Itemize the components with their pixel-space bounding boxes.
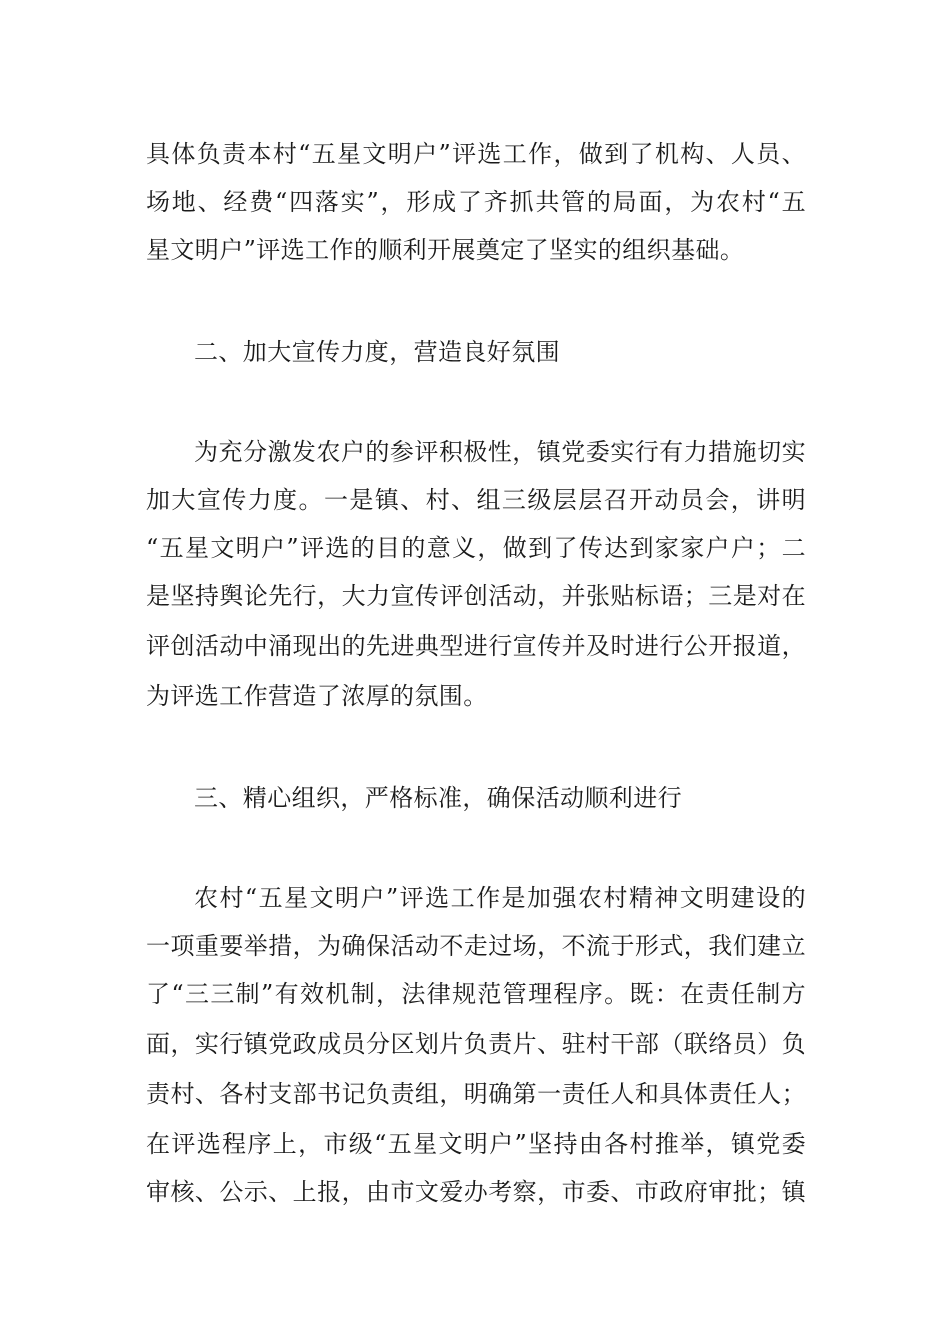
paragraph-1-line-3: 星文明户”评选工作的顺利开展奠定了坚实的组织基础。 (146, 236, 745, 264)
paragraph-3-line-5: 责村、各村支部书记负责组，明确第一责任人和具体责任人； (146, 1080, 806, 1108)
section-heading-2: 二、加大宣传力度，营造良好氛围 (194, 338, 560, 366)
paragraph-2-line-5: 评创活动中涌现出的先进典型进行宣传并及时进行公开报道， (146, 632, 806, 660)
paragraph-3-line-1: 农村“五星文明户”评选工作是加强农村精神文明建设的 (194, 884, 806, 912)
paragraph-3-line-3: 了“三三制”有效机制，法律规范管理程序。既：在责任制方 (146, 980, 806, 1008)
paragraph-2-line-6: 为评选工作营造了浓厚的氛围。 (146, 682, 488, 710)
paragraph-3-line-6: 在评选程序上，市级“五星文明户”坚持由各村推举，镇党委 (146, 1130, 806, 1158)
paragraph-2-line-1: 为充分激发农户的参评积极性，镇党委实行有力措施切实 (194, 438, 806, 466)
paragraph-1-line-2: 场地、经费“四落实”，形成了齐抓共管的局面，为农村“五 (146, 188, 806, 216)
paragraph-2-line-3: “五星文明户”评选的目的意义，做到了传达到家家户户；二 (146, 534, 806, 562)
paragraph-1-line-1: 具体负责本村“五星文明户”评选工作，做到了机构、人员、 (146, 140, 806, 168)
paragraph-2-line-2: 加大宣传力度。一是镇、村、组三级层层召开动员会，讲明 (146, 486, 806, 514)
paragraph-2-line-4: 是坚持舆论先行，大力宣传评创活动，并张贴标语；三是对在 (146, 582, 806, 610)
paragraph-3-line-7: 审核、公示、上报，由市文爱办考察，市委、市政府审批；镇 (146, 1178, 806, 1206)
paragraph-3-line-2: 一项重要举措，为确保活动不走过场，不流于形式，我们建立 (146, 932, 806, 960)
paragraph-3-line-4: 面，实行镇党政成员分区划片负责片、驻村干部（联络员）负 (146, 1030, 806, 1058)
section-heading-3: 三、精心组织，严格标准，确保活动顺利进行 (194, 784, 682, 812)
